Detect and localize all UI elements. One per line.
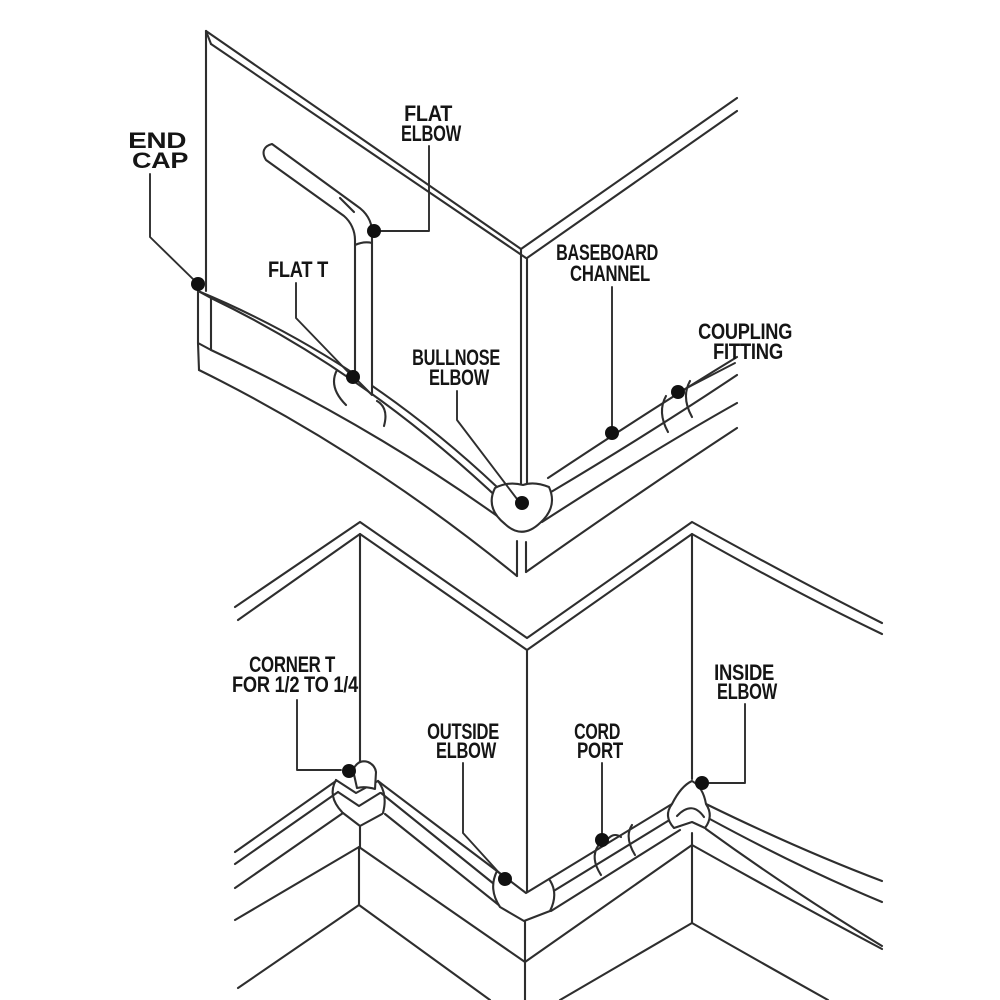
channel-a-top bbox=[235, 781, 336, 852]
dot-inside-elbow bbox=[695, 776, 709, 790]
bottom-scene bbox=[235, 522, 882, 1000]
bottom-scene-walls bbox=[235, 522, 882, 1000]
channel-a-bottom bbox=[235, 813, 343, 888]
wall-top-inner bbox=[238, 534, 882, 650]
dot-corner-t bbox=[342, 764, 356, 778]
right-wall-bottom bbox=[526, 428, 737, 572]
dot-cord-port bbox=[595, 833, 609, 847]
dot-outside-elbow bbox=[498, 872, 512, 886]
channel-b-ridge bbox=[381, 793, 494, 884]
right-wall-top-outer bbox=[521, 98, 737, 249]
label-inside-elbow: INSIDE ELBOW bbox=[714, 660, 778, 704]
label-corner-t: CORNER T FOR 1/2 TO 1/4 bbox=[232, 652, 359, 697]
dot-bullnose-elbow bbox=[515, 496, 529, 510]
right-wall-top-inner bbox=[527, 111, 737, 258]
leader-flat-elbow bbox=[381, 146, 429, 231]
end-cap-fitting bbox=[198, 291, 211, 350]
corner-t-bottom-v bbox=[343, 813, 382, 826]
top-scene-channel bbox=[198, 291, 737, 523]
label-flat-elbow: FLAT ELBOW bbox=[401, 101, 462, 146]
left-wall-lower-edge bbox=[198, 343, 199, 370]
leader-corner-t bbox=[297, 700, 341, 770]
wall-top-outer bbox=[235, 522, 882, 638]
channel-c-ridge bbox=[552, 816, 676, 892]
channel-c-top bbox=[549, 804, 672, 879]
dot-coupling-fitting bbox=[671, 385, 685, 399]
labels bbox=[128, 101, 798, 763]
leader-coupling-fitting bbox=[681, 363, 735, 391]
corner-t-seam-left bbox=[333, 780, 342, 812]
dot-flat-t bbox=[346, 370, 360, 384]
label-flat-t: FLAT T bbox=[268, 257, 329, 282]
channel-right-ridge bbox=[551, 375, 737, 492]
label-coupling-fitting: COUPLING FITTING bbox=[698, 319, 793, 364]
dot-baseboard-channel bbox=[605, 426, 619, 440]
dot-end-cap bbox=[191, 277, 205, 291]
floor-edge-lower-left bbox=[238, 905, 490, 1000]
channel-d-ridge bbox=[708, 818, 882, 902]
channel-b-top bbox=[378, 781, 497, 871]
corner-t-fitting-flag bbox=[353, 761, 376, 789]
label-end-cap: END CAP bbox=[128, 128, 188, 173]
leader-end-cap bbox=[150, 174, 196, 282]
label-bullnose-elbow: BULLNOSE ELBOW bbox=[412, 345, 501, 390]
flat-t-seam-right bbox=[377, 401, 385, 426]
dot-flat-elbow bbox=[367, 224, 381, 238]
channel-d-top bbox=[706, 804, 882, 881]
corner-t-ridge-v bbox=[338, 792, 380, 806]
floor-edge-lower-right bbox=[560, 923, 828, 1000]
channel-d-bottom bbox=[706, 829, 882, 946]
label-cord-port: CORD PORT bbox=[574, 719, 624, 763]
label-outside-elbow: OUTSIDE ELBOW bbox=[427, 719, 500, 763]
label-baseboard-channel: BASEBOARD CHANNEL bbox=[556, 240, 659, 286]
leader-inside-elbow bbox=[709, 704, 745, 783]
floor-edge-upper bbox=[235, 845, 882, 962]
